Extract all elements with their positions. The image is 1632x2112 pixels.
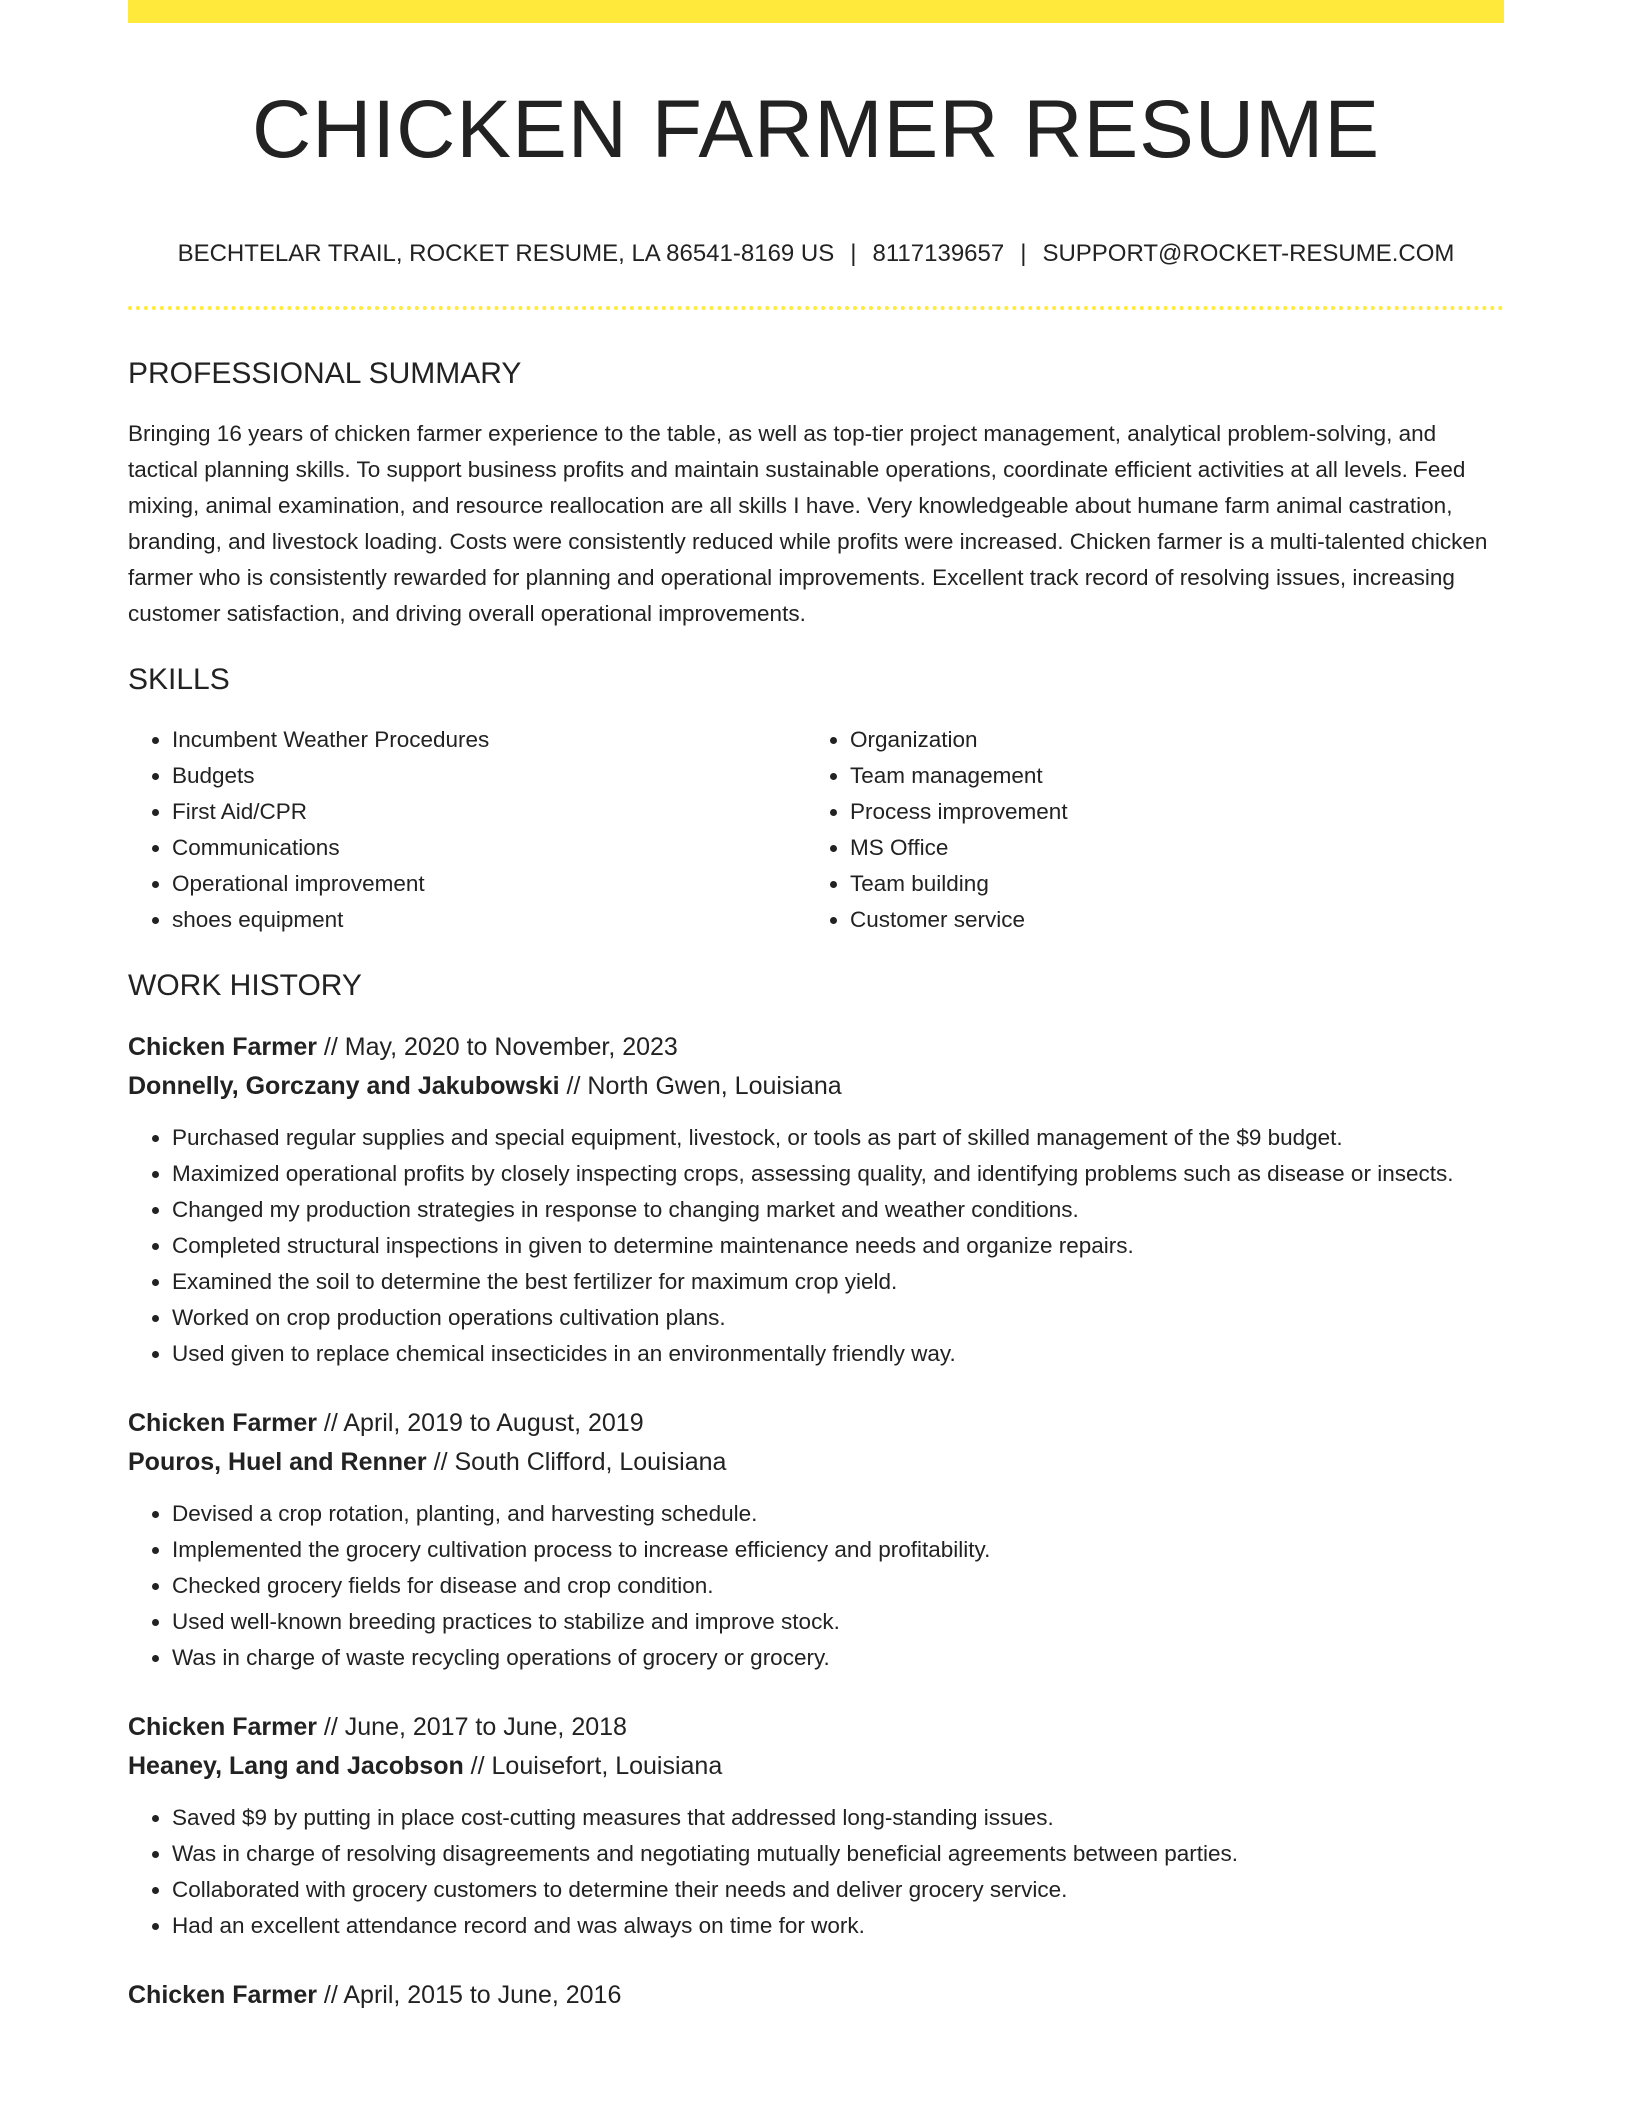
skill-item: • First Aid/CPR bbox=[172, 794, 806, 830]
job-separator: // bbox=[316, 1981, 344, 2009]
job-entry bbox=[128, 1028, 1504, 1372]
job-title-line bbox=[128, 1708, 1504, 1747]
job-bullet: • Used given to replace chemical insecticides in an environmentally friendly way. bbox=[172, 1336, 1504, 1372]
skill-item: • Incumbent Weather Procedures bbox=[172, 722, 806, 758]
skill-item: • MS Office bbox=[850, 830, 1484, 866]
job-bullet: • Implemented the grocery cultivation process to increase efficiency and profitability. bbox=[172, 1532, 1504, 1568]
job-title-line bbox=[128, 1028, 1504, 1067]
skills-heading: SKILLS bbox=[128, 663, 230, 696]
job-entry bbox=[128, 1404, 1504, 1676]
job-bullet: • Saved $9 by putting in place cost-cutting measures that addressed long-standing issues. bbox=[172, 1800, 1504, 1836]
job-separator: // bbox=[463, 1752, 492, 1780]
job-bullets bbox=[128, 1120, 1504, 1372]
job-bullets bbox=[128, 1800, 1504, 1944]
job-title: Chicken Farmer bbox=[128, 1981, 317, 2009]
job-title: Chicken Farmer bbox=[128, 1713, 317, 1741]
contact-separator: | bbox=[1020, 240, 1027, 267]
job-separator: // bbox=[316, 1033, 345, 1061]
job-bullets bbox=[128, 1496, 1504, 1676]
job-bullet: • Collaborated with grocery customers to determine their needs and deliver grocery service. bbox=[172, 1872, 1504, 1908]
job-location: North Gwen, Louisiana bbox=[587, 1072, 842, 1100]
contact-address: BECHTELAR TRAIL, ROCKET RESUME, LA 86541-8169 US bbox=[177, 240, 835, 267]
job-location: South Clifford, Louisiana bbox=[454, 1448, 727, 1476]
job-bullet: • Devised a crop rotation, planting, and harvesting schedule. bbox=[172, 1496, 1504, 1532]
job-title-line bbox=[128, 1404, 1504, 1443]
dotted-divider bbox=[128, 306, 1504, 310]
work-history-heading: WORK HISTORY bbox=[128, 969, 362, 1002]
job-company: Donnelly, Gorczany and Jakubowski bbox=[128, 1072, 560, 1100]
job-dates: May, 2020 to November, 2023 bbox=[344, 1033, 678, 1061]
summary-text: Bringing 16 years of chicken farmer experience to the table, as well as top-tier project management, analytical problem-solving, and tactical planning skills. To support business profits and maintain sustainable operations, coordinate efficient activities at all levels. Feed mixing, animal examination, and resource reallocation are all skills I have. Very knowledgeable about humane farm animal castration, branding, and livestock loading. Costs were consistently reduced while profits were increased. Chicken farmer is a multi-talented chicken farmer who is consistently rewarded for planning and operational improvements. Excellent track record of resolving issues, increasing customer satisfaction, and driving overall operational improvements. bbox=[128, 421, 1488, 626]
job-entry bbox=[128, 1976, 1504, 2015]
skill-item: • Team management bbox=[850, 758, 1484, 794]
skill-item: • Team building bbox=[850, 866, 1484, 902]
skill-item: • shoes equipment bbox=[172, 902, 806, 938]
skill-item: • Budgets bbox=[172, 758, 806, 794]
contact-line bbox=[128, 236, 1504, 272]
skills-right-list bbox=[850, 722, 1484, 938]
job-dates: June, 2017 to June, 2018 bbox=[344, 1713, 627, 1741]
job-company-line bbox=[128, 1443, 1504, 1482]
job-separator: // bbox=[316, 1409, 344, 1437]
job-bullet: • Worked on crop production operations cultivation plans. bbox=[172, 1300, 1504, 1336]
job-bullet: • Used well-known breeding practices to stabilize and improve stock. bbox=[172, 1604, 1504, 1640]
job-bullet: • Maximized operational profits by closely inspecting crops, assessing quality, and identifying problems such as disease or insects. bbox=[172, 1156, 1504, 1192]
job-separator: // bbox=[316, 1713, 345, 1741]
job-company-line bbox=[128, 1747, 1504, 1786]
job-company: Pouros, Huel and Renner bbox=[128, 1448, 427, 1476]
job-title: Chicken Farmer bbox=[128, 1409, 317, 1437]
job-bullet: • Checked grocery fields for disease and crop condition. bbox=[172, 1568, 1504, 1604]
job-dates: April, 2015 to June, 2016 bbox=[343, 1981, 622, 2009]
job-bullet: • Examined the soil to determine the best fertilizer for maximum crop yield. bbox=[172, 1264, 1504, 1300]
skill-item: • Process improvement bbox=[850, 794, 1484, 830]
contact-separator: | bbox=[850, 240, 857, 267]
job-company-line bbox=[128, 1067, 1504, 1106]
job-entry bbox=[128, 1708, 1504, 1944]
job-bullet: • Purchased regular supplies and special equipment, livestock, or tools as part of skilled management of the $9 budget. bbox=[172, 1120, 1504, 1156]
skills-left-column bbox=[128, 722, 806, 938]
job-location: Louisefort, Louisiana bbox=[491, 1752, 723, 1780]
skill-item: • Communications bbox=[172, 830, 806, 866]
job-separator: // bbox=[559, 1072, 588, 1100]
job-title: Chicken Farmer bbox=[128, 1033, 317, 1061]
skill-item: • Operational improvement bbox=[172, 866, 806, 902]
resume-content bbox=[128, 352, 1504, 2047]
skill-item: • Customer service bbox=[850, 902, 1484, 938]
job-separator: // bbox=[426, 1448, 455, 1476]
resume-title: CHICKEN FARMER RESUME bbox=[251, 84, 1381, 175]
summary-heading: PROFESSIONAL SUMMARY bbox=[128, 357, 522, 390]
contact-phone: 8117139657 bbox=[872, 240, 1005, 267]
job-company: Heaney, Lang and Jacobson bbox=[128, 1752, 464, 1780]
skills-columns bbox=[128, 722, 1504, 938]
job-bullet: • Completed structural inspections in given to determine maintenance needs and organize repairs. bbox=[172, 1228, 1504, 1264]
job-bullet: • Had an excellent attendance record and was always on time for work. bbox=[172, 1908, 1504, 1944]
job-dates: April, 2019 to August, 2019 bbox=[343, 1409, 644, 1437]
contact-email: SUPPORT@ROCKET-RESUME.COM bbox=[1042, 240, 1455, 267]
job-bullet: • Was in charge of waste recycling operations of grocery or grocery. bbox=[172, 1640, 1504, 1676]
skills-left-list bbox=[172, 722, 806, 938]
skill-item: • Organization bbox=[850, 722, 1484, 758]
job-title-line bbox=[128, 1976, 1504, 2015]
job-bullet: • Was in charge of resolving disagreements and negotiating mutually beneficial agreements between parties. bbox=[172, 1836, 1504, 1872]
job-bullet: • Changed my production strategies in response to changing market and weather conditions. bbox=[172, 1192, 1504, 1228]
skills-right-column bbox=[806, 722, 1484, 938]
top-accent-bar bbox=[128, 0, 1504, 23]
